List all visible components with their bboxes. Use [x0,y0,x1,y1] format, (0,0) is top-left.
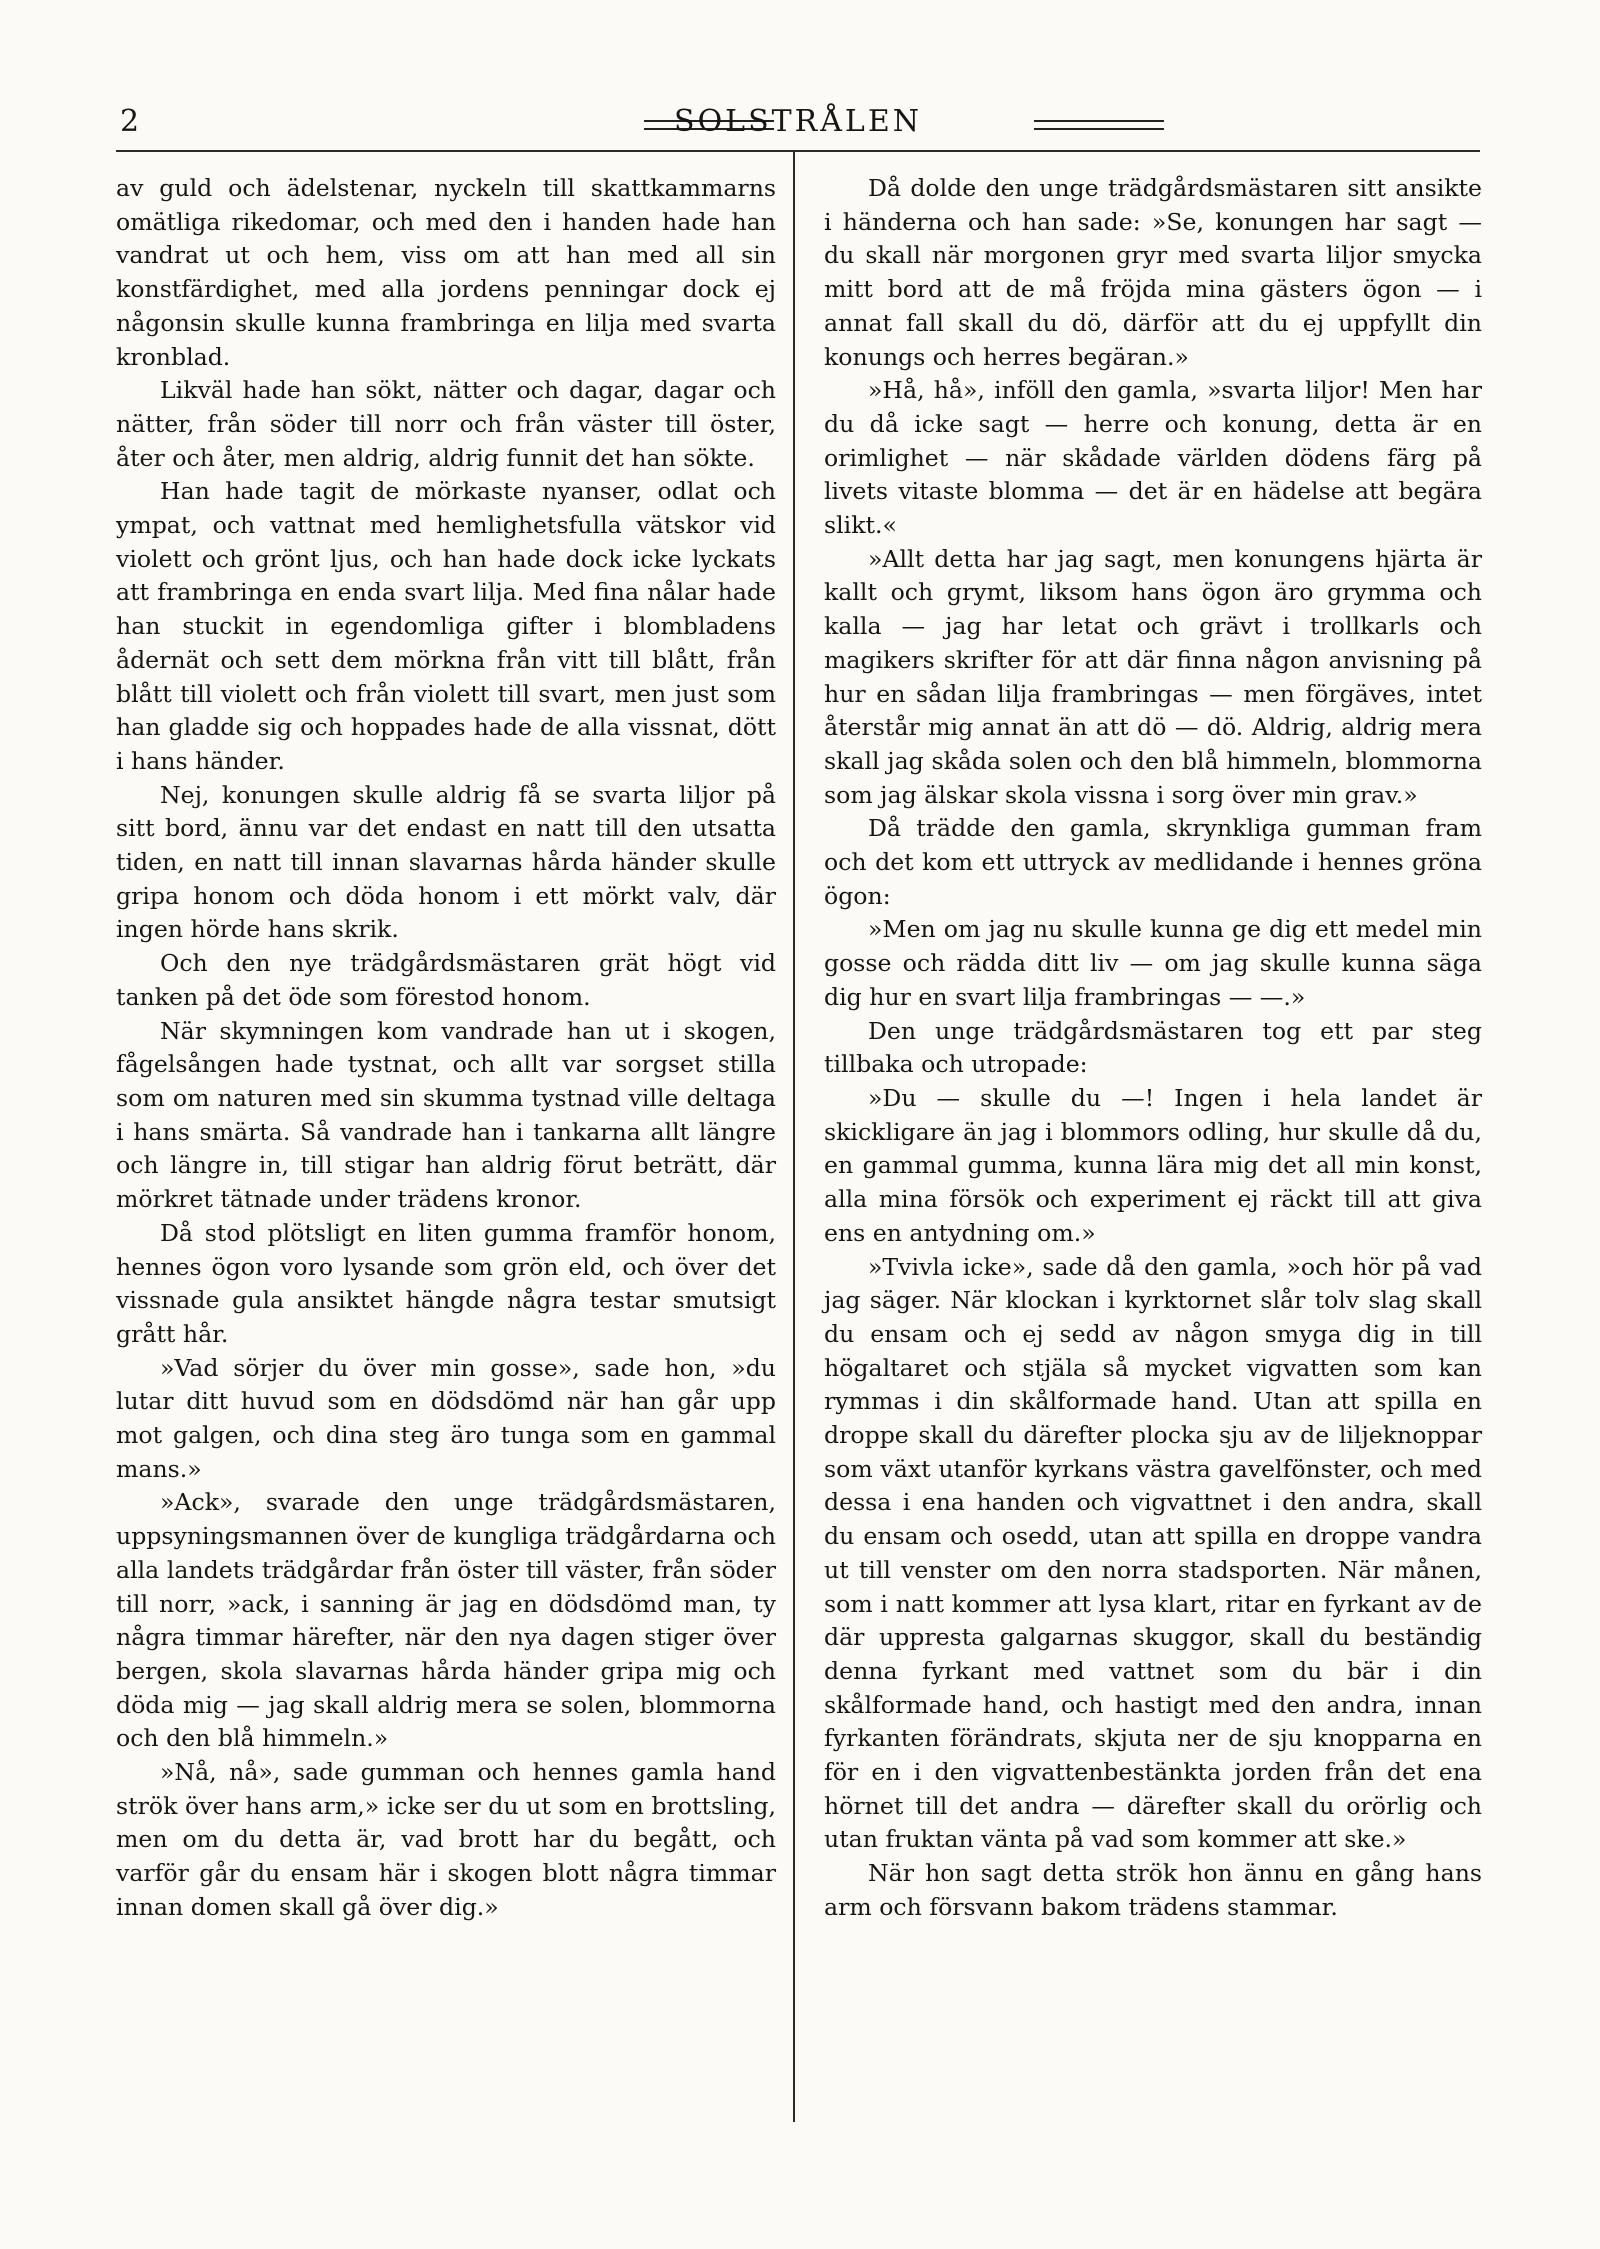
running-title: SOLSTRÅLEN [674,104,922,139]
paragraph: »Men om jag nu skulle kunna ge dig ett medel min gosse och rädda ditt liv — om jag skulle kunna säga dig hur en svart lilja frambringas — —.» [824,915,1482,1011]
paragraph: När skymningen kom vandrade han ut i skogen, fågelsången hade tystnat, och allt var sorgset stilla som om naturen med sin skumma tystnad ville deltaga i hans smärta. Så vandrade han i tankarna allt längre och längre in, till stigar han aldrig förut beträtt, där mörkret tätnade under trädens kronor. [116,1016,776,1214]
paragraph: Och den nye trädgårdsmästaren grät högt vid tanken på det öde som förestod honom. [116,949,776,1011]
paragraph: »Ack», svarade den unge trädgårdsmästaren, uppsyningsmannen över de kungliga trädgårdarna och alla landets trädgårdar från öster till väster, från söder till norr, »ack, i sanning är jag en dödsdömd man, ty några timmar härefter, när den nya dagen stiger över bergen, skola slavarnas hårda händer gripa mig och döda mig — jag skall aldrig mera se solen, blommorna och den blå himmeln.» [116,1488,776,1753]
page-number: 2 [120,104,140,139]
paragraph: Då stod plötsligt en liten gumma framför honom, hennes ögon voro lysande som grön eld, och över det vissnade gula ansiktet hängde några testar smutsigt grått hår. [116,1218,776,1348]
paragraph: När hon sagt detta strök hon ännu en gång hans arm och försvann bakom trädens stammar. [824,1859,1482,1921]
paragraph: Då trädde den gamla, skrynkliga gumman fram och det kom ett uttryck av medlidande i hennes gröna ögon: [824,814,1482,910]
paragraph: »Du — skulle du —! Ingen i hela landet är skickligare än jag i blommors odling, hur skulle då du, en gammal gumma, kunna lära mig det all min konst, alla mina försök och experiment ej räckt till att giva ens en antydning om.» [824,1083,1482,1247]
page-header [116,104,1480,140]
left-column [116,172,776,1925]
paragraph: »Hå, hå», inföll den gamla, »svarta liljor! Men har du då icke sagt — herre och konung, detta är en orimlighet — när skådade världen dödens färg på livets vitaste blomma — det är en hädelse att begära slikt.« [824,376,1482,540]
paragraph: av guld och ädelstenar, nyckeln till skattkammarns omätliga rikedomar, och med den i handen hade han vandrat ut och hem, viss om att han med all sin konstfärdighet, med alla jordens penningar dock ej någonsin skulle kunna frambringa en lilja med svarta kronblad. [116,174,776,371]
paragraph: Han hade tagit de mörkaste nyanser, odlat och ympat, och vattnat med hemlighetsfulla vätskor vid violett och grönt ljus, och han hade dock icke lyckats att frambringa en enda svart lilja. Med fina nålar hade han stuckit in egendomliga gifter i blombladens ådernät och sett dem mörkna från vitt till blått, från blått till violett och från violett till svart, men just som han gladde sig och hoppades hade de alla vissnat, dött i hans händer. [116,477,776,775]
paragraph: Då dolde den unge trädgårdsmästaren sitt ansikte i händerna och han sade: »Se, konungen har sagt — du skall när morgonen gryr med svarta liljor smycka mitt bord att de må fröjda mina gästers ögon — i annat fall skall du dö, därför att du ej uppfyllt din konungs och herres begäran.» [824,174,1482,371]
paragraph: Nej, konungen skulle aldrig få se svarta liljor på sitt bord, ännu var det endast en natt till den utsatta tiden, en natt till innan slavarnas hårda händer skulle gripa honom och döda honom i ett mörkt valv, där ingen hörde hans skrik. [116,780,776,944]
title-ornament-right [1034,120,1164,130]
paragraph: Den unge trädgårdsmästaren tog ett par steg tillbaka och utropade: [824,1016,1482,1079]
paragraph: »Tvivla icke», sade då den gamla, »och hör på vad jag säger. När klockan i kyrktornet slår tolv slag skall du ensam och ej sedd av någon smyga dig in till högaltaret och stjäla så mycket vigvatten som kan rymmas i din skålformade hand. Utan att spilla en droppe skall du därefter plocka sju av de liljeknoppar som växt utanför kyrkans västra gavelfönster, och med dessa i ena handen och vigvattnet i den andra, skall du ensam och osedd, utan att spilla en droppe vandra ut till venster om den norra stadsporten. När månen, som i natt kommer att lysa klart, ritar en fyrkant av de där uppresta galgarnas skuggor, skall du beständig denna fyrkant med vattnet som du bär i din skålformade hand, och hastigt med den andra, innan fyrkanten förändrats, skjuta ner de sju knopparna en för en i den vigvattenbestänkta jorden från det ena hörnet till det andra — därefter skall du orörlig och utan fruktan vänta på vad som kommer att ske.» [824,1252,1482,1854]
paragraph: »Allt detta har jag sagt, men konungens hjärta är kallt och grymt, liksom hans ögon äro grymma och kalla — jag har letat och grävt i trollkarls och magikers skrifter för att där finna någon anvisning på hur en sådan lilja frambringas — men förgäves, intet återstår mig annat än att dö — dö. Aldrig, aldrig mera skall jag skåda solen och den blå himmeln, blommorna som jag älskar skola vissna i sorg över min grav.» [824,544,1482,809]
paragraph: Likväl hade han sökt, nätter och dagar, dagar och nätter, från söder till norr och från väster till öster, åter och åter, men aldrig, aldrig funnit det han sökte. [116,376,776,472]
right-column [824,172,1482,1925]
header-rule [116,150,1480,152]
paragraph: »Vad sörjer du över min gosse», sade hon, »du lutar ditt huvud som en dödsdömd när han går upp mot galgen, och dina steg äro tunga som en gammal mans.» [116,1353,776,1483]
paragraph: »Nå, nå», sade gumman och hennes gamla hand strök över hans arm,» icke ser du ut som en brottsling, men om du detta är, vad brott har du begått, och varför går du ensam här i skogen blott några timmar innan domen skall gå över dig.» [116,1758,776,1921]
column-divider [793,152,795,2122]
